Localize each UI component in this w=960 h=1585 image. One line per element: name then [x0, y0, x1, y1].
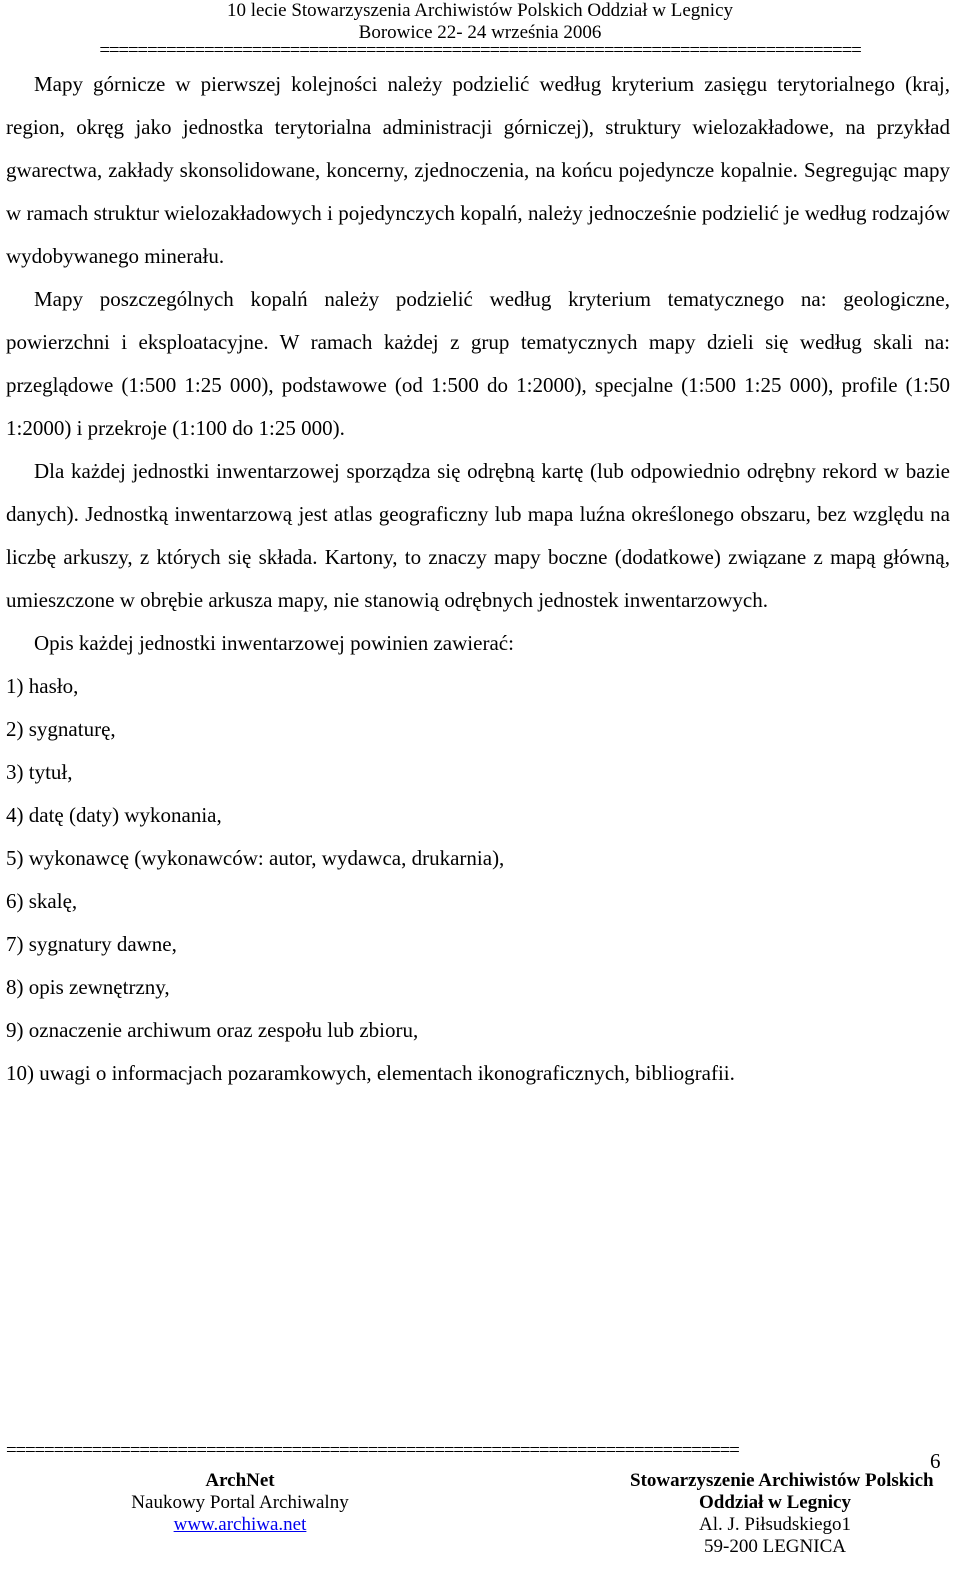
footer-archnet	[90, 1470, 390, 1536]
page-number: 6	[930, 1449, 941, 1473]
list-item: 4) datę (daty) wykonania,	[6, 803, 222, 827]
footer-association	[630, 1470, 934, 1558]
footer-address-city: 59-200 LEGNICA	[704, 1536, 846, 1557]
paragraph-inventory-unit: Dla każdej jednostki inwentarzowej sporządza się odrębną kartę (lub odpowiednio odrębny rekord w bazie danych). Jednostką inwentarzową jest atlas geograficzny lub mapa luźna określonego obszaru, bez względu na liczbę arkuszy, z których się składa. Kartony, to znaczy mapy boczne (dodatkowe) związane z mapą główną, umieszczone w obrębie arkusza mapy, nie stanowią odrębnych jednostek inwentarzowych.	[6, 459, 950, 612]
list-item: 5) wykonawcę (wykonawców: autor, wydawca, drukarnia),	[6, 846, 505, 870]
footer-archnet-subtitle: Naukowy Portal Archiwalny	[131, 1492, 349, 1513]
paragraph-description-intro: Opis każdej jednostki inwentarzowej powinien zawierać:	[34, 631, 514, 655]
document-body	[6, 63, 950, 1095]
description-fields-list	[6, 665, 950, 1095]
list-item: 1) hasło,	[6, 674, 79, 698]
list-item: 6) skalę,	[6, 889, 78, 913]
list-item: 9) oznaczenie archiwum oraz zespołu lub zbioru,	[6, 1018, 419, 1042]
list-item: 7) sygnatury dawne,	[6, 932, 177, 956]
header-date: Borowice 22- 24 września 2006	[358, 22, 602, 43]
footer-website-link[interactable]: www.archiwa.net	[173, 1514, 307, 1535]
footer-address-street: Al. J. Piłsudskiego1	[698, 1514, 852, 1535]
list-item: 8) opis zewnętrzny,	[6, 975, 170, 999]
footer-association-branch: Oddział w Legnicy	[698, 1492, 851, 1513]
paragraph-map-categories: Mapy poszczególnych kopalń należy podzielić według kryterium tematycznego na: geologiczne, powierzchni i eksploatacyjne. W ramach każdej z grup tematycznych mapy dzieli się według skali na: przeglądowe (1:500 1:25 000), podstawowe (od 1:500 do 1:2000), specjalne (1:500 1:25 000), profile (1:50 1:2000) i przekroje (1:100 do 1:25 000).	[6, 287, 950, 440]
header-divider: ================================================================================	[99, 44, 861, 58]
paragraph-mining-maps: Mapy górnicze w pierwszej kolejności należy podzielić według kryterium zasięgu terytorialnego (kraj, region, okręg jako jednostka terytorialna administracji górniczej), struktury wielozakładowe, na przykład gwarectwa, zakłady skonsolidowane, koncerny, zjednoczenia, na końcu pojedyncze kopalnie. Segregując mapy w ramach struktur wielozakładowych i pojedynczych kopalń, należy jednocześnie podzielić je według rodzajów wydobywanego minerału.	[6, 72, 950, 268]
list-item: 3) tytuł,	[6, 760, 73, 784]
list-item: 10) uwagi o informacjach pozaramkowych, elementach ikonograficznych, bibliografii.	[6, 1061, 735, 1085]
page-header	[0, 0, 960, 58]
list-item: 2) sygnaturę,	[6, 717, 116, 741]
header-title: 10 lecie Stowarzyszenia Archiwistów Polskich Oddział w Legnicy	[226, 0, 733, 21]
footer-divider: =============================================================================	[6, 1444, 739, 1458]
footer-archnet-title: ArchNet	[205, 1470, 275, 1491]
footer-association-name: Stowarzyszenie Archiwistów Polskich	[630, 1470, 934, 1491]
